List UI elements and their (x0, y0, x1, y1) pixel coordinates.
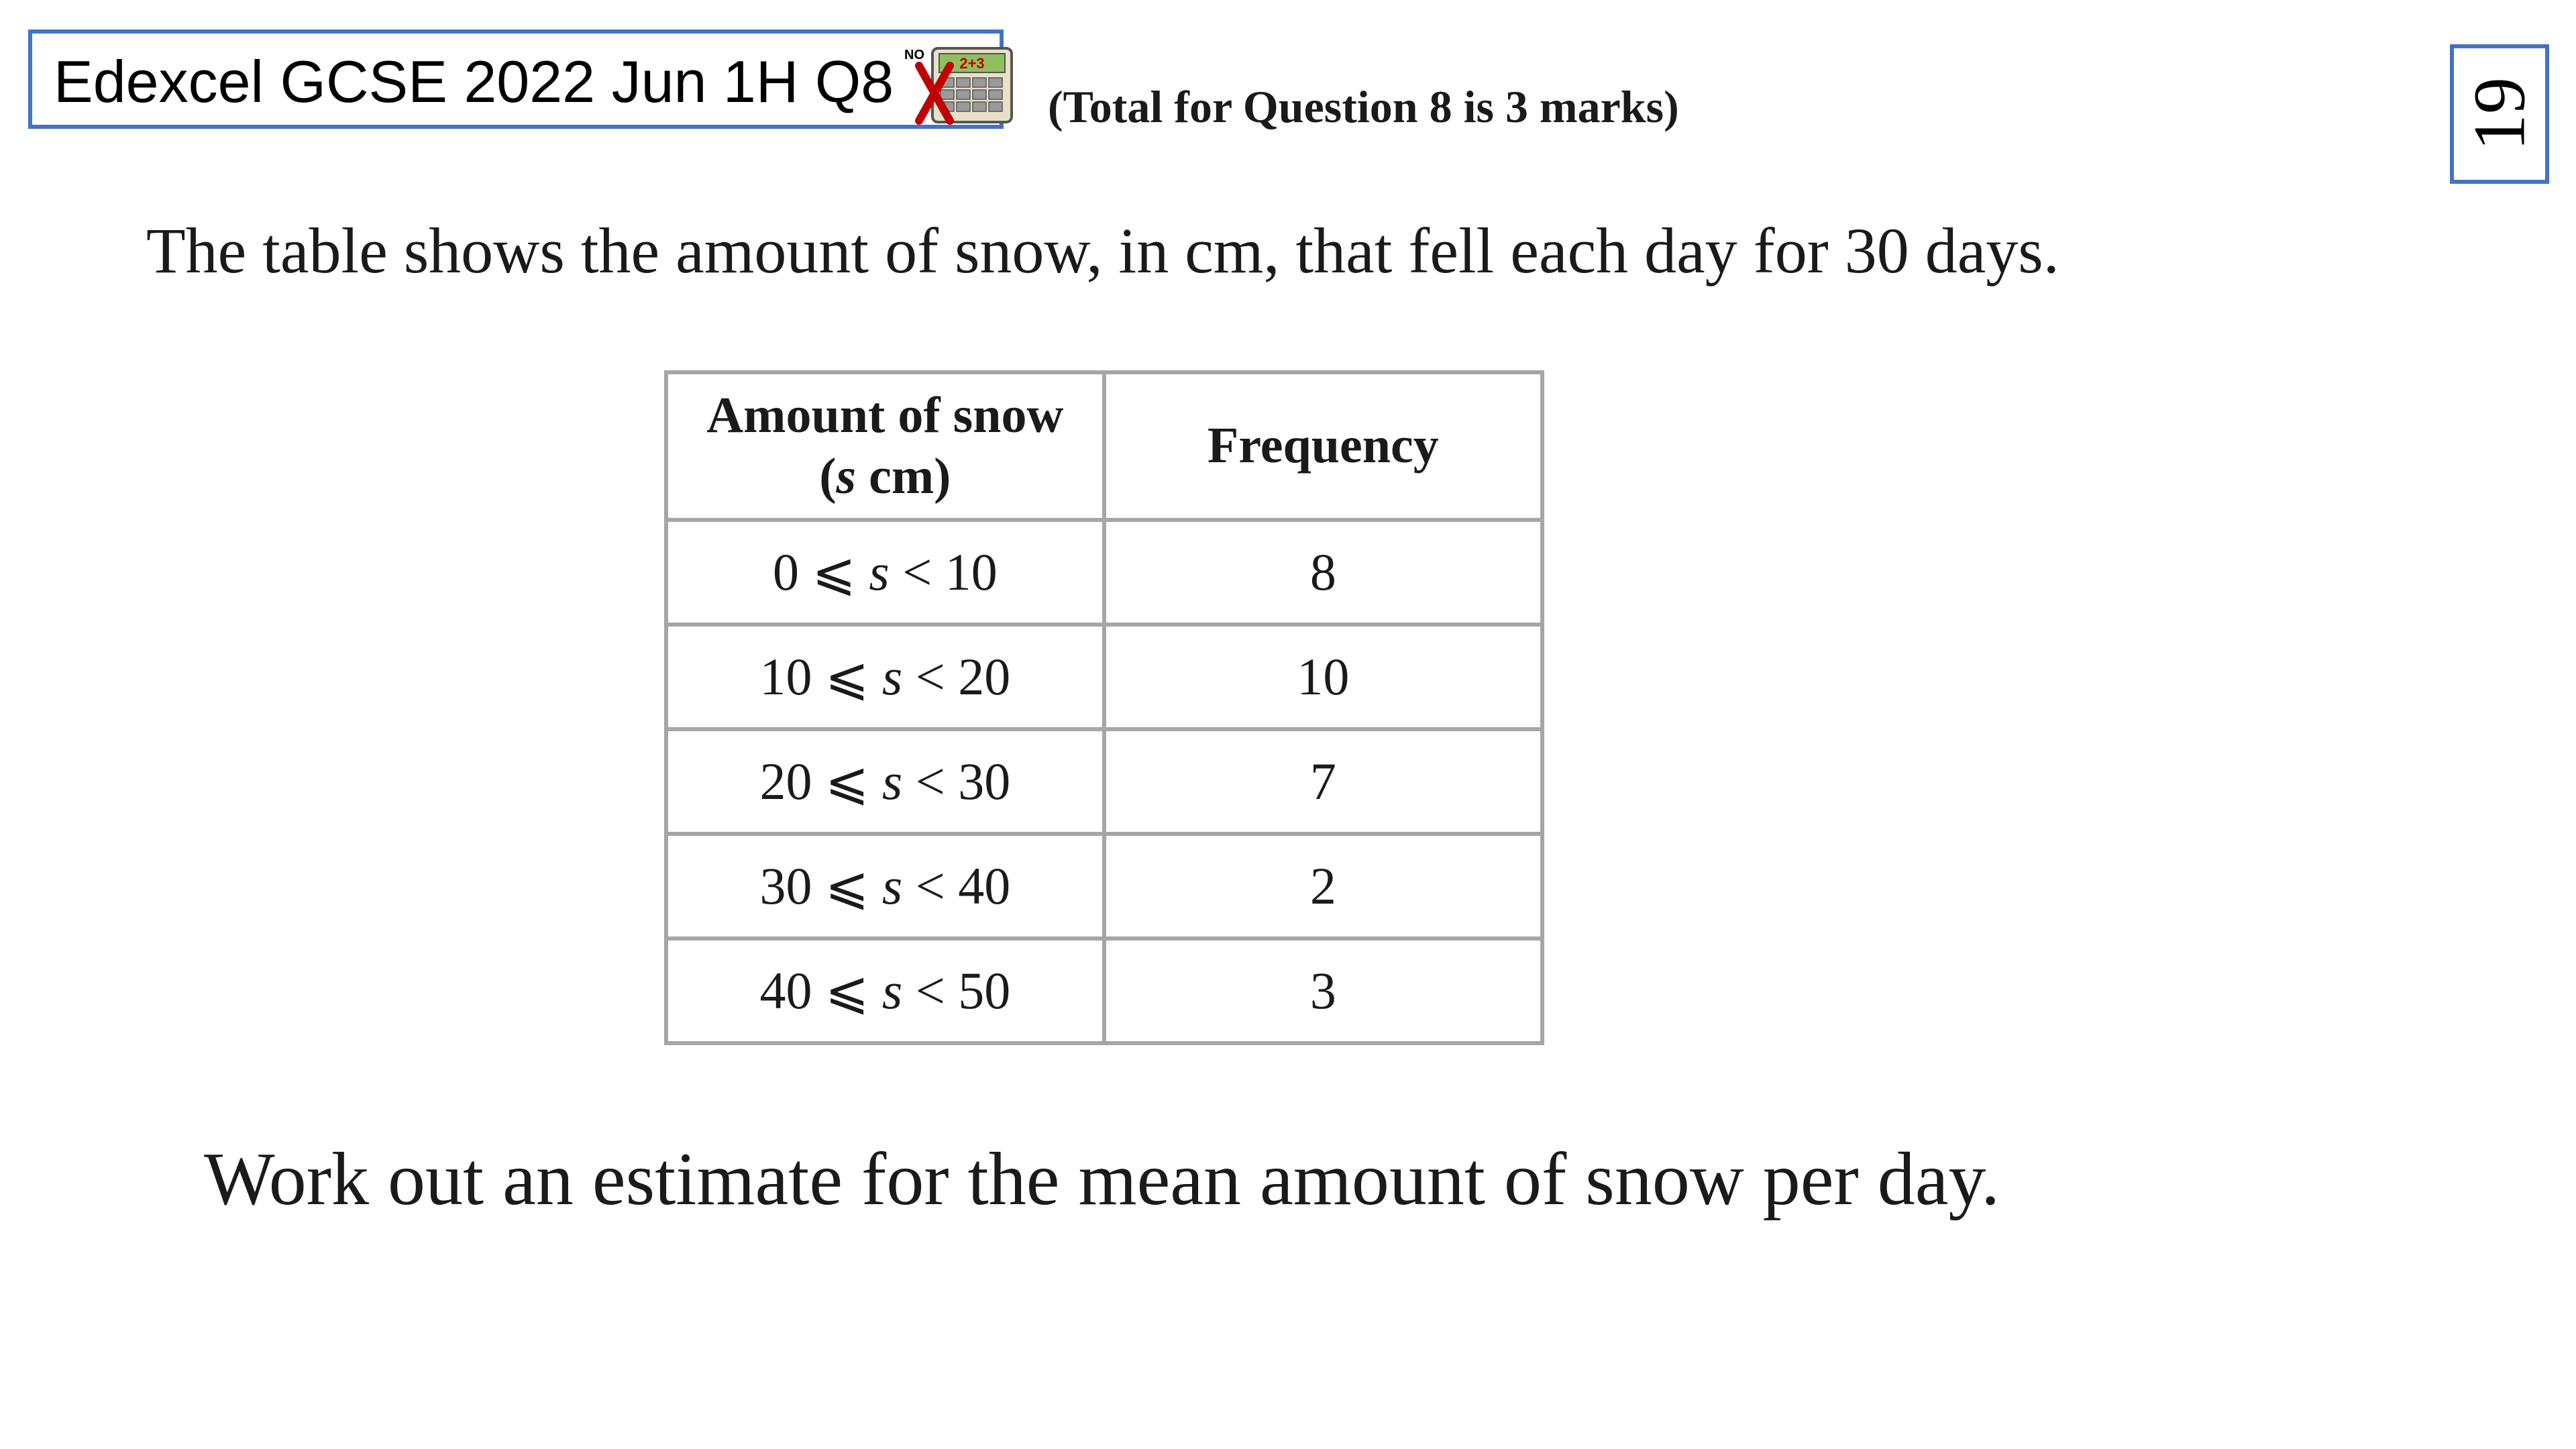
slide-number-badge (2450, 44, 2549, 184)
total-marks: (Total for Question 8 is 3 marks) (1048, 81, 1679, 132)
class-interval: 20 ⩽ s < 30 (666, 729, 1104, 834)
table-row (666, 729, 1542, 834)
question-instruction: Work out an estimate for the mean amount of snow per day. (204, 1138, 2000, 1221)
frequency-header: Frequency (1104, 372, 1542, 520)
table-row (666, 834, 1542, 938)
frequency-cell: 2 (1104, 834, 1542, 938)
lower-bound: 40 (759, 961, 812, 1020)
question-source-title: Edexcel GCSE 2022 Jun 1H Q8 (54, 48, 894, 115)
frequency-cell: 3 (1104, 938, 1542, 1043)
upper-bound: 10 (945, 543, 998, 601)
lower-bound: 0 (772, 543, 799, 601)
lower-bound: 20 (759, 752, 812, 810)
question-header (28, 30, 1004, 129)
no-calculator-icon (904, 43, 1018, 126)
class-interval: 40 ⩽ s < 50 (666, 938, 1104, 1043)
frequency-cell: 7 (1104, 729, 1542, 834)
table-row (666, 520, 1542, 625)
question-intro: The table shows the amount of snow, in cm, that fell each day for 30 days. (146, 215, 2059, 286)
table-row (666, 625, 1542, 729)
amount-header (666, 372, 1104, 520)
table-row (666, 938, 1542, 1043)
interval-variable: s (881, 961, 903, 1020)
no-calculator-label: NO (904, 48, 924, 62)
interval-variable: s (881, 647, 903, 706)
upper-bound: 40 (958, 857, 1011, 915)
interval-variable: s (869, 543, 890, 601)
calculator-display-label: 2+3 (959, 55, 985, 72)
lower-bound: 10 (759, 647, 812, 706)
class-interval: 30 ⩽ s < 40 (666, 834, 1104, 938)
table-header-row (666, 372, 1542, 520)
slide-number: 19 (2458, 77, 2540, 151)
interval-variable: s (881, 752, 903, 810)
amount-header-line1: Amount of snow (706, 386, 1064, 443)
class-interval: 10 ⩽ s < 20 (666, 625, 1104, 729)
amount-header-variable: s (836, 448, 857, 504)
frequency-table (664, 370, 1544, 1045)
frequency-cell: 10 (1104, 625, 1542, 729)
lower-bound: 30 (759, 857, 812, 915)
frequency-cell: 8 (1104, 520, 1542, 625)
upper-bound: 20 (958, 647, 1011, 706)
upper-bound: 50 (958, 961, 1011, 1020)
interval-variable: s (881, 857, 903, 915)
amount-header-paren: ( (819, 448, 837, 504)
amount-header-unit: cm) (856, 448, 951, 504)
upper-bound: 30 (958, 752, 1011, 810)
class-interval: 0 ⩽ s < 10 (666, 520, 1104, 625)
